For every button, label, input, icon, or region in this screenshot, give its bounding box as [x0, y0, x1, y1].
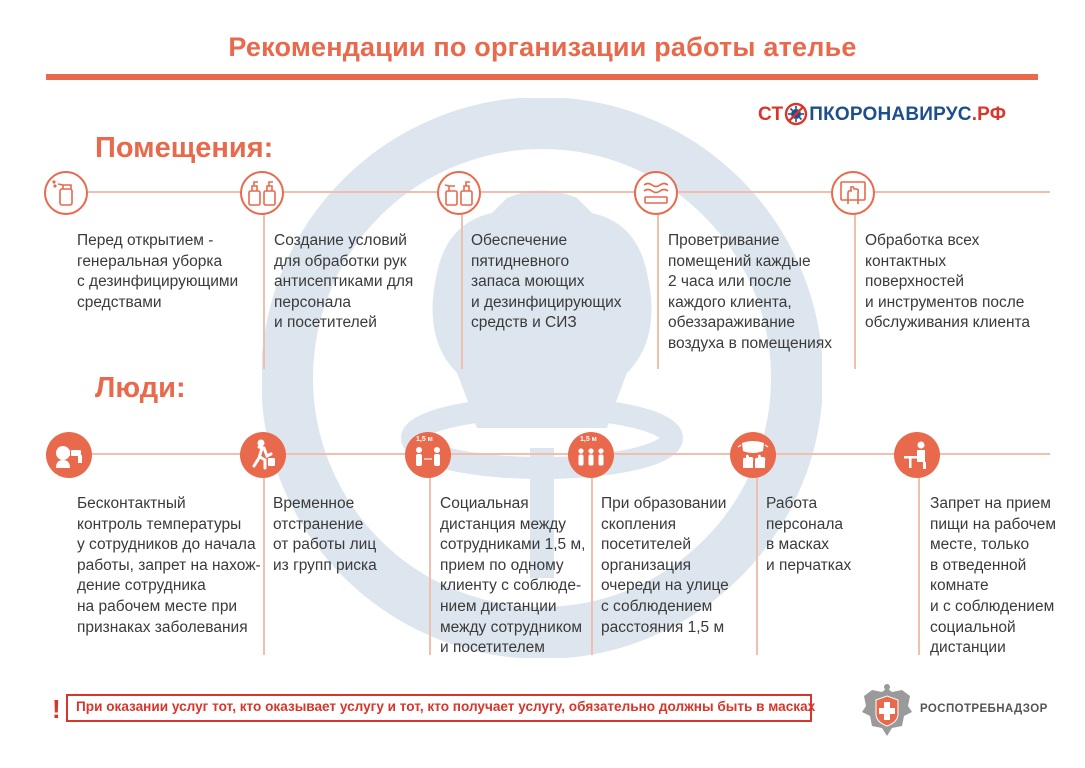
rooms-item-text: Перед открытием - генеральная уборка с дезинфицирующими средствами [77, 232, 239, 311]
warning-text: При оказании услуг тот, кто оказывает услугу и тот, кто получает услугу, обязательно должны быть в масках [76, 699, 816, 714]
wipe-surface-icon [831, 171, 875, 215]
people-item-text: Работа персонала в масках и перчатках [766, 495, 852, 574]
people-item-text: При образовании скопления посетителей организация очереди на улице с соблюдением расстояния 1,5 м [601, 495, 729, 636]
rooms-divider [461, 193, 463, 369]
logo-text-part3: .РФ [971, 104, 1007, 125]
rooms-item-text: Создание условий для обработки рук антисептиками для персонала и посетителей [274, 232, 414, 332]
rooms-item-text: Проветривание помещений каждые 2 часа или после каждого клиента, обеззараживание воздуха в помещениях [668, 232, 832, 352]
people-item-text: Социальная дистанция между сотрудниками 1,5 м, прием по одному клиенту с соблюде- нием дистанции между сотрудником и посетителем [440, 495, 586, 657]
rooms-divider [854, 193, 856, 369]
virus-icon [784, 102, 808, 126]
rooms-item-text: Обеспечение пятидневного запаса моющих и дезинфицирующих средств и СИЗ [471, 232, 622, 332]
people-item-text: Временное отстранение от работы лиц из групп риска [273, 495, 377, 574]
title-underline [46, 74, 1038, 80]
section-title-people: Люди: [95, 372, 186, 404]
eating-person-icon [894, 432, 940, 478]
rooms-item-text: Обработка всех контактных поверхностей и инструментов после обслуживания клиента [865, 232, 1031, 332]
logo-text-part2: ПКОРОНАВИРУС [809, 104, 972, 125]
distance-label: 1,5 м [416, 436, 433, 443]
ventilation-icon [634, 171, 678, 215]
people-divider [591, 455, 593, 655]
rooms-timeline [88, 191, 1050, 193]
agency-name: РОСПОТРЕБНАДЗОР [920, 703, 1048, 715]
logo-text-part1: СТ [758, 104, 784, 125]
rooms-divider [657, 193, 659, 369]
coat-of-arms-emblem-icon [858, 682, 916, 742]
spray-and-bottle-icon [437, 171, 481, 215]
warning-exclamation: ! [52, 694, 61, 724]
spray-bottle-icon [44, 171, 88, 215]
mask-gloves-icon [730, 432, 776, 478]
sanitizer-bottles-icon [240, 171, 284, 215]
distance-label: 1,5 м [580, 436, 597, 443]
person-leaving-icon [240, 432, 286, 478]
page-title: Рекомендации по организации работы ателье [228, 32, 857, 62]
thermometer-scan-icon [46, 432, 92, 478]
section-title-rooms: Помещения: [95, 132, 274, 164]
people-divider [263, 455, 265, 655]
people-divider [918, 455, 920, 655]
stopkoronavirus-logo [758, 102, 1006, 126]
people-item-text: Запрет на прием пищи на рабочем месте, только в отведенной комнате и с соблюдением социальной дистанции [930, 495, 1057, 657]
people-divider [756, 455, 758, 655]
people-divider [429, 455, 431, 655]
people-item-text: Бесконтактный контроль температуры у сотрудников до начала работы, запрет на нахож- дение сотрудника на рабочем месте при признаках заболевания [77, 495, 261, 636]
rooms-divider [263, 193, 265, 369]
